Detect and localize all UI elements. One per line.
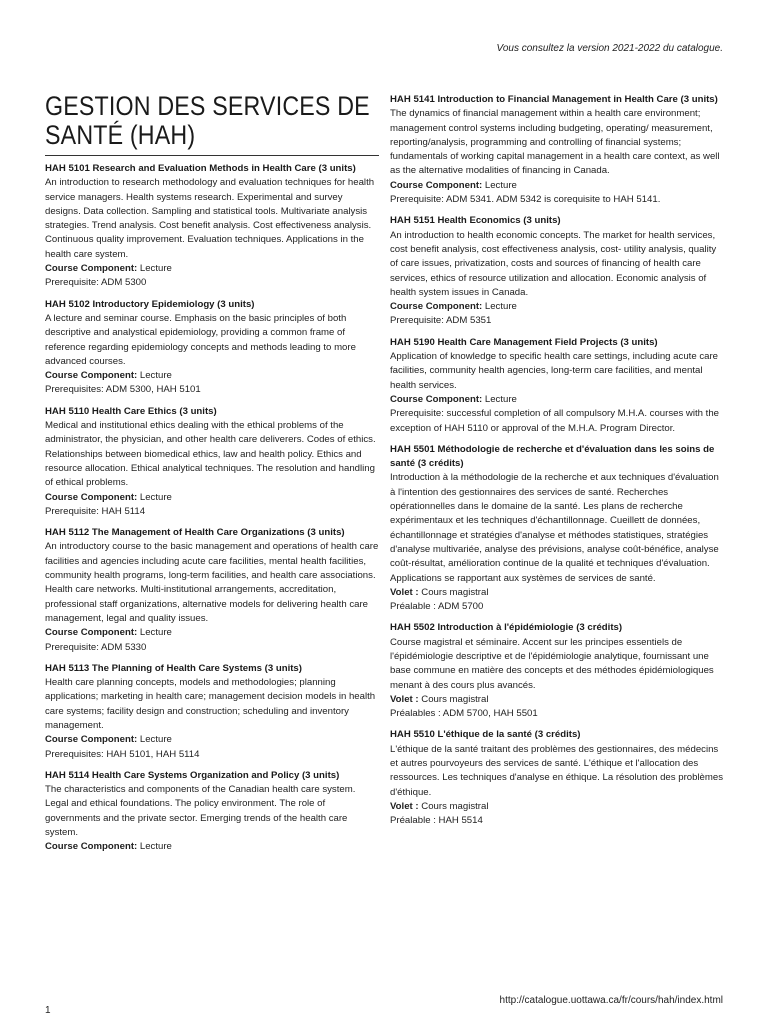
course-component	[45, 840, 379, 854]
course-description: Medical and institutional ethics dealing with the ethical problems of the administrator, the physician, and other health care deliverers. Codes of ethics. Relationships between biomedical ethics, law and health policy. Ethics and resource allocation. Ethical analytical techniques. The resolution and handling of ethical problems.	[45, 420, 376, 489]
course-component	[45, 626, 379, 640]
course-component-value: Lecture	[139, 841, 172, 853]
course-component-label: Volet :	[390, 586, 419, 598]
course-prerequisite: Prerequisite: successful completion of all compulsory M.H.A. courses with the exception of HAH 5110 or approval of the M.H.A. Program Director.	[390, 408, 719, 434]
course-entry	[45, 662, 379, 762]
course-title: HAH 5113 The Planning of Health Care Systems (3 units)	[45, 662, 302, 674]
course-component	[45, 369, 379, 383]
course-entry	[45, 526, 379, 655]
course-description: The characteristics and components of the Canadian health care system. Legal and ethical foundations. The policy environment. The role of governments and the private sector. Emerging trends of the health care system.	[45, 784, 356, 839]
right-course-list	[390, 93, 726, 829]
course-description: Application of knowledge to specific health care settings, including acute care facilities, community health agencies, long-term care facilities, and mental health services.	[390, 351, 718, 391]
course-component-label: Volet :	[390, 693, 419, 705]
course-component-value: Lecture	[139, 263, 172, 275]
course-entry	[45, 769, 379, 855]
course-entry	[390, 621, 726, 721]
course-prerequisite: Prerequisite: ADM 5351	[390, 315, 492, 327]
page-title: GESTION DES SERVICES DE SANTÉ (HAH)	[45, 91, 370, 150]
course-component-label: Course Component:	[45, 491, 138, 503]
course-component-value: Lecture	[139, 370, 172, 382]
course-prerequisite: Préalable : ADM 5700	[390, 601, 484, 613]
course-prerequisite: Prerequisites: HAH 5101, HAH 5114	[45, 748, 200, 760]
course-component-label: Course Component:	[45, 841, 138, 853]
course-component-label: Course Component:	[45, 734, 138, 746]
course-prerequisite: Prerequisite: ADM 5330	[45, 641, 147, 653]
course-title: HAH 5114 Health Care Systems Organization and Policy (3 units)	[45, 769, 340, 781]
left-column	[45, 92, 379, 862]
course-title: HAH 5501 Méthodologie de recherche et d'évaluation dans les soins de santé (3 crédits)	[390, 443, 715, 470]
right-column	[390, 93, 726, 836]
course-entry	[390, 443, 726, 615]
course-description: The dynamics of financial management within a health care environment; management control systems including budgeting, operating/ measurement, reporting/analysis, programming and controlling of financial systems; fundamentals of working capital management in a health care context, as well as the alternative modalities of financing in Canada.	[390, 108, 720, 177]
course-component-label: Course Component:	[390, 393, 483, 405]
course-title: HAH 5502 Introduction à l'épidémiologie (3 crédits)	[390, 622, 623, 634]
course-title: HAH 5101 Research and Evaluation Methods in Health Care (3 units)	[45, 163, 356, 174]
course-component-value: Lecture	[139, 734, 172, 746]
course-description: Health care planning concepts, models and methodologies; planning applications; marketing in health care; management decision models in health care systems; facility design and construction; scheduling and inventory management.	[45, 677, 376, 731]
course-component-label: Course Component:	[45, 370, 138, 382]
course-entry	[45, 405, 379, 519]
course-component-value: Cours magistral	[421, 586, 489, 598]
course-title: HAH 5190 Health Care Management Field Projects (3 units)	[390, 336, 658, 348]
course-component	[45, 262, 379, 276]
course-prerequisite: Préalable : HAH 5514	[390, 815, 483, 827]
course-entry	[390, 336, 726, 436]
course-component-value: Lecture	[484, 301, 517, 313]
course-title: HAH 5510 L'éthique de la santé (3 crédits)	[390, 729, 581, 741]
course-title: HAH 5151 Health Economics (3 units)	[390, 215, 561, 227]
course-component	[390, 800, 726, 814]
course-component	[390, 693, 726, 707]
course-component-label: Course Component:	[45, 627, 138, 639]
course-entry	[45, 298, 379, 398]
course-component	[390, 300, 726, 314]
course-component	[45, 491, 379, 505]
course-component	[390, 393, 726, 407]
course-component-label: Course Component:	[390, 301, 483, 313]
course-component-label: Course Component:	[45, 263, 138, 275]
course-description: An introduction to health economic concepts. The market for health services, cost benefit analysis, cost effectiveness analysis, cost- utility analysis, quality of care issues, privatization, costs and sources of financing of health care services, ethics of resource utilization and allocation. Economic analysis of health system issues in Canada.	[390, 229, 717, 298]
course-description: An introductory course to the basic management and operations of health care facilities and agencies including acute care facilities, mental health facilities, community health programs, long-term facilities, and health care associations. Health care networks. Multi-institutional arrangements, accreditation, professional staff organizations, alternative models for delivering health care management, legal and quality issues.	[45, 541, 379, 624]
course-component-value: Lecture	[484, 393, 517, 405]
course-component-label: Course Component:	[390, 179, 483, 191]
catalogue-url-link[interactable]: http://catalogue.uottawa.ca/fr/cours/hah/index.html	[499, 995, 723, 1006]
course-prerequisite: Prerequisite: ADM 5300	[45, 277, 147, 289]
course-prerequisite: Prerequisite: HAH 5114	[45, 505, 146, 517]
course-component	[390, 586, 726, 600]
course-title: HAH 5110 Health Care Ethics (3 units)	[45, 405, 217, 417]
course-entry	[390, 93, 726, 207]
course-title: HAH 5102 Introductory Epidemiology (3 units)	[45, 298, 255, 310]
course-component-value: Lecture	[484, 179, 517, 191]
course-entry	[390, 214, 726, 328]
course-component-value: Cours magistral	[421, 800, 489, 812]
course-prerequisite: Préalables : ADM 5700, HAH 5501	[390, 708, 538, 720]
course-title: HAH 5112 The Management of Health Care Organizations (3 units)	[45, 527, 345, 539]
course-component-value: Lecture	[139, 491, 172, 503]
page-number: 1	[45, 1005, 51, 1016]
course-component-value: Cours magistral	[421, 693, 489, 705]
course-description: Introduction à la méthodologie de la recherche et aux techniques d'évaluation à l'intention des gestionnaires des services de santé. Recherches opérationnelles dans le domaine de la santé. Les plans de recherche expérimentaux et les techniques d'échantillonnage. Cueillett de données, échantillonnage et stratégies d'analyse et méthodes statistiques, stratégies d'analyse multivariée, analyse des prévisions, analyse coût-bénéfice, analyse coût-résultat, amélioration continue de la qualité et techniques d'évaluation. Applications se rapportant aux systèmes de services de santé.	[390, 472, 719, 584]
course-prerequisite: Prerequisites: ADM 5300, HAH 5101	[45, 384, 201, 396]
course-description: A lecture and seminar course. Emphasis on the basic principles of both descriptive and analystical epidemiology, providing a common frame of reference regarding epidemiology concepts and methods leading to more advanced courses.	[45, 312, 356, 367]
course-component-label: Volet :	[390, 800, 419, 812]
title-divider	[45, 155, 379, 156]
course-prerequisite: Prerequisite: ADM 5341. ADM 5342 is corequisite to HAH 5141.	[390, 194, 661, 206]
course-description: Course magistral et séminaire. Accent sur les principes essentiels de l'épidémiologie descriptive et de l'épidémiologie analytique, fournissant une base commune en matière des concepts et des méthodes épidémiologiques menant à des cours plus avancés.	[390, 636, 714, 691]
course-component	[390, 179, 726, 193]
catalogue-version-note: Vous consultez la version 2021-2022 du catalogue.	[496, 43, 723, 54]
course-entry	[390, 728, 726, 828]
course-description: An introduction to research methodology and evaluation techniques for health service managers. Health systems research. Experimental and survey designs. Data collection. Sampling and statistical tools. Multivariate analysis strategies. Trend analysis. Cost benefit analysis. Cost effectiveness analysis. Continuous quality improvement. Evaluation techniques. Applications in the health care system.	[45, 177, 375, 260]
course-component-value: Lecture	[139, 627, 172, 639]
course-title: HAH 5141 Introduction to Financial Management in Health Care (3 units)	[390, 94, 718, 105]
course-component	[45, 733, 379, 747]
course-entry	[45, 162, 379, 291]
left-course-list	[45, 162, 379, 855]
course-description: L'éthique de la santé traitant des problèmes des gestionnaires, des médecins et autres pourvoyeurs des services de santé. L'éthique et l'allocation des ressources. Les techniques d'analyse en éthique. La résolution des problèmes d'éthique.	[390, 743, 724, 798]
